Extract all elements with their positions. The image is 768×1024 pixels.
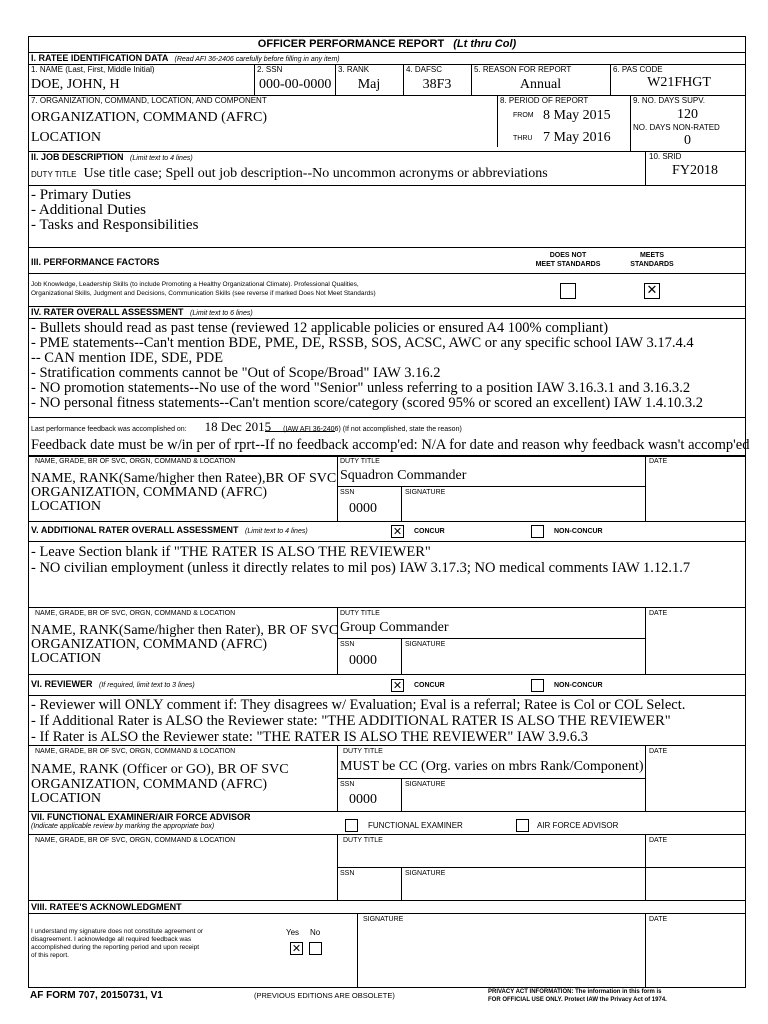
rater-signature-field[interactable] — [402, 497, 644, 520]
reviewer-date-field[interactable] — [646, 757, 744, 810]
examiner-name-label: NAME, GRADE, BR OF SVC, ORGN, COMMAND & LOCATION — [35, 837, 236, 844]
rater-assessment-line: - PME statements--Can't mention BDE, PME, DE, RSSB, SOS, ACSC, AWC or any specific school IAW 3.17.4.4 — [31, 335, 694, 351]
section-7-note: (Indicate applicable review by marking the appropriate box) — [31, 823, 215, 830]
ratee-signature-field[interactable] — [358, 925, 644, 986]
section-5-note: (Limit text to 4 lines) — [245, 528, 308, 535]
does-not-meet-header — [525, 251, 611, 269]
performance-factors-text — [31, 280, 376, 298]
rater-name-label: NAME, GRADE, BR OF SVC, ORGN, COMMAND & LOCATION — [35, 458, 236, 465]
rater-duty-title-label: DUTY TITLE — [340, 458, 380, 465]
rater-name-field[interactable]: NAME, RANK(Same/higher then Ratee),BR OF SVC — [31, 471, 337, 486]
section-1-note: (Read AFI 36-2406 carefully before filling in any item) — [174, 56, 340, 63]
rater-location-field[interactable]: LOCATION — [31, 499, 101, 514]
examiner-date-label: DATE — [649, 837, 668, 844]
reviewer-ssn-label: SSN — [340, 781, 355, 788]
performance-factors-line: Job Knowledge, Leadership Skills (to include Promoting a Healthy Organizational Climate). Professional Qualities, — [31, 281, 359, 288]
ratee-name-label: 1. NAME (Last, First, Middle Initial) — [31, 65, 155, 74]
reviewer-concur-checkbox[interactable]: ✕ — [392, 679, 403, 692]
section-1-title: I. RATEE IDENTIFICATION DATA — [31, 53, 168, 63]
section-5-header — [31, 525, 308, 537]
reviewer-nonconcur-checkbox[interactable] — [531, 679, 544, 692]
reviewer-comment-line: - If Additional Rater is ALSO the Reviewer state: "THE ADDITIONAL RATER IS ALSO THE REVIEWER" — [31, 713, 671, 729]
does-not-meet-header-line: MEET STANDARDS — [535, 261, 601, 268]
form-number: AF FORM 707, 20150731, V1 — [30, 990, 163, 1001]
addl-rater-concur-checkbox[interactable]: ✕ — [392, 525, 403, 538]
organization-label: 7. ORGANIZATION, COMMAND, LOCATION, AND COMPONENT — [31, 96, 267, 105]
report-reason-field[interactable]: Annual — [519, 77, 562, 92]
yes-label: Yes — [286, 928, 300, 937]
job-description-line: - Tasks and Responsibilities — [31, 217, 199, 233]
examiner-duty-title-label: DUTY TITLE — [343, 837, 383, 844]
form-title-grade-range: (Lt thru Col) — [453, 38, 517, 50]
period-from-label: FROM — [513, 112, 534, 119]
privacy-act-line: PRIVACY ACT INFORMATION: The information in this form is — [488, 989, 662, 995]
ratee-date-field[interactable] — [646, 925, 744, 986]
meets-header-line: STANDARDS — [630, 261, 674, 268]
reviewer-date-label: DATE — [649, 748, 668, 755]
job-description-line: - Additional Duties — [31, 202, 146, 218]
duty-title-label: DUTY TITLE — [31, 170, 77, 179]
rater-assessment-text[interactable] — [31, 321, 703, 411]
organization-field[interactable]: ORGANIZATION, COMMAND (AFRC) — [31, 110, 268, 125]
meets-standards-checkbox[interactable]: ✕ — [644, 283, 660, 299]
acknowledgment-text — [31, 928, 203, 960]
performance-factors-line: Organizational Skills, Judgment and Decisions, Communication Skills (see reverse if marked Does Not Meet Standards) — [31, 290, 376, 297]
meets-header-line: MEETS — [639, 252, 665, 259]
meets-header — [621, 251, 683, 269]
pas-code-label: 6. PAS CODE — [613, 65, 663, 74]
form-title-text: OFFICER PERFORMANCE REPORT — [257, 38, 445, 50]
addl-rater-location-field[interactable]: LOCATION — [31, 651, 101, 666]
ratee-name-field[interactable]: DOE, JOHN, H — [31, 77, 120, 92]
addl-rater-signature-label: SIGNATURE — [405, 641, 446, 648]
acknowledgment-line: accomplished during the reporting period and upon receipt — [31, 944, 200, 951]
reviewer-signature-field[interactable] — [402, 789, 644, 810]
form-title — [29, 37, 745, 52]
acknowledgment-line: disagreement. I acknowledge all required feedback was — [31, 936, 192, 943]
ratee-ssn-field[interactable]: 000-00-0000 — [259, 77, 332, 92]
section-8-title: VIII. RATEE'S ACKNOWLEDGMENT — [31, 902, 182, 912]
ratee-dafsc-label: 4. DAFSC — [406, 65, 443, 74]
reviewer-duty-title-field[interactable]: MUST be CC (Org. varies on mbrs Rank/Component) — [340, 759, 644, 774]
ratee-dafsc-field[interactable]: 38F3 — [422, 77, 452, 92]
acknowledge-yes-checkbox[interactable]: ✕ — [291, 942, 302, 955]
section-6-title: VI. REVIEWER — [31, 679, 93, 689]
no-label: No — [310, 928, 321, 937]
acknowledge-no-checkbox[interactable] — [309, 942, 322, 955]
job-description-line: - Primary Duties — [31, 187, 131, 203]
ratee-rank-field[interactable]: Maj — [357, 77, 381, 92]
feedback-row — [31, 418, 462, 436]
ratee-rank-label: 3. RANK — [338, 65, 370, 74]
officer-performance-report-form — [28, 36, 750, 988]
rater-assessment-line: - Bullets should read as past tense (reviewed 12 applicable policies or ensured A4 100% compliant) — [31, 320, 609, 336]
reviewer-comment-line: - If Rater is ALSO the Reviewer state: "THE RATER IS ALSO THE REVIEWER" IAW 3.9.6.3 — [31, 729, 589, 745]
reviewer-name-field[interactable]: NAME, RANK (Officer or GO), BR OF SVC — [31, 762, 289, 777]
air-force-advisor-label: AIR FORCE ADVISOR — [537, 821, 619, 830]
section-7-title: VII. FUNCTIONAL EXAMINER/AIR FORCE ADVISOR — [31, 812, 251, 822]
reviewer-ssn-field[interactable]: 0000 — [349, 792, 377, 807]
feedback-reason-field[interactable]: Feedback date must be w/in per of rprt--If no feedback accomp'ed: N/A for date and reason why feedback wasn't accomp'ed — [31, 437, 750, 453]
reviewer-signature-label: SIGNATURE — [405, 781, 446, 788]
acknowledgment-line: of this report. — [31, 952, 69, 959]
examiner-name-field[interactable] — [30, 845, 336, 899]
rater-org-field[interactable]: ORGANIZATION, COMMAND (AFRC) — [31, 485, 268, 500]
rater-assessment-line: - Stratification comments cannot be "Out of Scope/Broad" IAW 3.16.2 — [31, 365, 441, 381]
report-reason-label: 5. REASON FOR REPORT — [474, 65, 572, 74]
addl-rater-signature-field[interactable] — [402, 649, 644, 673]
days-nonrated-label: NO. DAYS NON-RATED — [633, 123, 720, 132]
addl-rater-concur-label: CONCUR — [414, 528, 445, 535]
reviewer-duty-title-label: DUTY TITLE — [343, 748, 383, 755]
privacy-act-line: FOR OFFICIAL USE ONLY. Protect IAW the Privacy Act of 1974. — [488, 997, 667, 1003]
location-field[interactable]: LOCATION — [31, 130, 101, 145]
examiner-signature-label: SIGNATURE — [405, 870, 446, 877]
reviewer-name-label: NAME, GRADE, BR OF SVC, ORGN, COMMAND & LOCATION — [35, 748, 236, 755]
section-4-title: IV. RATER OVERALL ASSESSMENT — [31, 307, 184, 317]
acknowledgment-line: I understand my signature does not constitute agreement or — [31, 928, 203, 935]
section-6-note: (If required, limit text to 3 lines) — [99, 682, 195, 689]
addl-rater-nonconcur-label: NON-CONCUR — [554, 528, 603, 535]
srid-label: 10. SRID — [649, 152, 682, 161]
feedback-date-field[interactable]: 18 Dec 2015 — [204, 419, 272, 434]
rater-date-field[interactable] — [646, 467, 744, 520]
functional-examiner-label: FUNCTIONAL EXAMINER — [368, 821, 463, 830]
days-nonrated-field[interactable]: 0 — [684, 133, 691, 148]
rater-assessment-line: -- CAN mention IDE, SDE, PDE — [31, 350, 224, 366]
report-period-label: 8. PERIOD OF REPORT — [500, 96, 589, 105]
job-description-text[interactable] — [31, 188, 198, 233]
reviewer-org-field[interactable]: ORGANIZATION, COMMAND (AFRC) — [31, 777, 268, 792]
srid-field[interactable]: FY2018 — [672, 163, 718, 178]
section-3-title: III. PERFORMANCE FACTORS — [31, 257, 160, 267]
addl-rater-duty-title-label: DUTY TITLE — [340, 610, 380, 617]
section-4-note: (Limit text to 6 lines) — [190, 310, 253, 317]
does-not-meet-header-line: DOES NOT — [549, 252, 587, 259]
addl-rater-assessment-text[interactable] — [31, 544, 690, 576]
previous-editions-note: (PREVIOUS EDITIONS ARE OBSOLETE) — [254, 991, 395, 1000]
addl-rater-nonconcur-checkbox[interactable] — [531, 525, 544, 538]
duty-title-row — [31, 164, 548, 182]
reviewer-comment-line: - Reviewer will ONLY comment if: They disagrees w/ Evaluation; Eval is a referral; Ratee is Col or COL Select. — [31, 697, 686, 713]
air-force-advisor-checkbox[interactable] — [516, 819, 529, 832]
feedback-note: (IAW AFI 36-2406) (If not accomplished, state the reason) — [283, 426, 462, 433]
addl-rater-ssn-label: SSN — [340, 641, 355, 648]
period-thru-label: THRU — [513, 135, 533, 142]
rater-ssn-label: SSN — [340, 489, 355, 496]
ratee-date-label: DATE — [649, 916, 668, 923]
reviewer-comment-text[interactable] — [31, 697, 685, 745]
rater-signature-label: SIGNATURE — [405, 489, 446, 496]
functional-examiner-checkbox[interactable] — [345, 819, 358, 832]
duty-title-field[interactable]: Use title case; Spell out job description--No uncommon acronyms or abbreviations — [83, 166, 548, 181]
does-not-meet-checkbox[interactable] — [560, 283, 576, 299]
pas-code-field[interactable]: W21FHGT — [647, 75, 711, 90]
addl-rater-ssn-field[interactable]: 0000 — [349, 653, 377, 668]
privacy-act-notice — [488, 988, 667, 1004]
addl-rater-assessment-line: - NO civilian employment (unless it directly relates to mil pos) IAW 3.17.3; NO medical comments IAW 1.12.1.7 — [31, 560, 691, 576]
section-2-header — [31, 152, 193, 164]
section-2-note: (Limit text to 4 lines) — [130, 155, 193, 162]
ratee-ssn-label: 2. SSN — [257, 65, 283, 74]
section-5-title: V. ADDITIONAL RATER OVERALL ASSESSMENT — [31, 525, 239, 535]
rater-duty-title-field[interactable]: Squadron Commander — [340, 468, 467, 483]
addl-rater-org-field[interactable]: ORGANIZATION, COMMAND (AFRC) — [31, 637, 268, 652]
rater-ssn-field[interactable]: 0000 — [349, 501, 377, 516]
addl-rater-name-field[interactable]: NAME, RANK(Same/higher then Rater), BR OF SVC — [31, 623, 339, 638]
section-2-title: II. JOB DESCRIPTION — [31, 152, 124, 162]
feedback-label: Last performance feedback was accomplished on: — [31, 426, 187, 433]
addl-rater-assessment-line: - Leave Section blank if "THE RATER IS ALSO THE REVIEWER" — [31, 544, 431, 560]
addl-rater-date-field[interactable] — [646, 619, 744, 673]
examiner-ssn-label: SSN — [340, 870, 355, 877]
reviewer-nonconcur-label: NON-CONCUR — [554, 682, 603, 689]
reviewer-location-field[interactable]: LOCATION — [31, 791, 101, 806]
period-from-field[interactable]: 8 May 2015 — [543, 108, 611, 123]
days-supervised-label: 9. NO. DAYS SUPV. — [633, 96, 706, 105]
period-thru-field[interactable]: 7 May 2016 — [543, 130, 611, 145]
ratee-signature-label: SIGNATURE — [363, 916, 404, 923]
addl-rater-date-label: DATE — [649, 610, 668, 617]
addl-rater-duty-title-field[interactable]: Group Commander — [340, 620, 449, 635]
section-6-header — [31, 679, 195, 691]
rater-assessment-line: - NO promotion statements--No use of the word "Senior" unless referring to a position IAW 3.16.3.1 and 3.16.3.2 — [31, 380, 691, 396]
rater-assessment-line: - NO personal fitness statements--Can't mention score/category (scored 95% or scored an excellent) IAW 1.4.10.3.2 — [31, 395, 703, 411]
reviewer-concur-label: CONCUR — [414, 682, 445, 689]
rater-date-label: DATE — [649, 458, 668, 465]
days-supervised-field[interactable]: 120 — [677, 107, 698, 122]
addl-rater-name-label: NAME, GRADE, BR OF SVC, ORGN, COMMAND & LOCATION — [35, 610, 236, 617]
